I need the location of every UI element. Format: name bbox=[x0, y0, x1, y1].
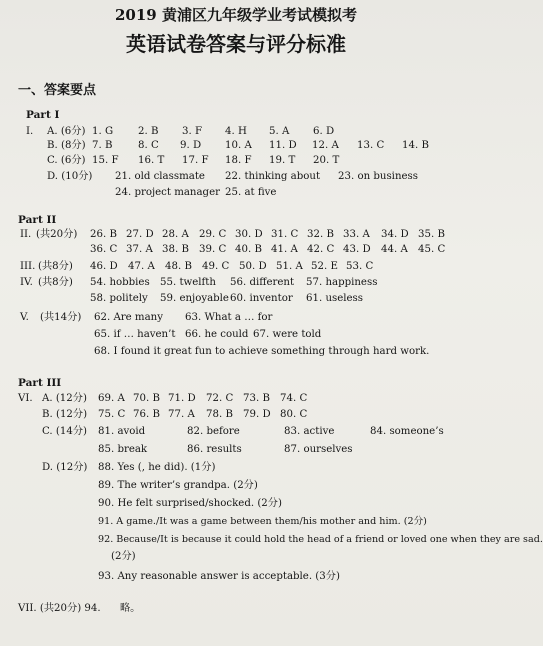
answer: 70. B bbox=[133, 393, 160, 404]
part-vi-d-row-7 bbox=[0, 572, 472, 586]
answer: 52. E bbox=[311, 261, 338, 272]
roman-i: I. bbox=[26, 126, 34, 137]
part-i-c-row bbox=[0, 156, 472, 170]
part-vi-c-label: C. (14分) bbox=[42, 426, 88, 437]
answer: 20. T bbox=[313, 155, 340, 166]
answer: 8. C bbox=[138, 140, 159, 151]
answer: 80. C bbox=[280, 409, 308, 420]
answer: 69. A bbox=[98, 393, 125, 404]
answer: 60. inventor bbox=[230, 293, 293, 304]
part-vi-c-row-2 bbox=[0, 445, 472, 459]
answer: 90. He felt surprised/shocked. (2分) bbox=[98, 498, 282, 509]
answer: 38. B bbox=[162, 244, 189, 255]
part-vii-row bbox=[0, 604, 472, 618]
answer: 22. thinking about bbox=[225, 171, 321, 182]
part-i-d-row bbox=[0, 172, 472, 186]
answer: 18. F bbox=[225, 155, 252, 166]
part-vii-text: 略。 bbox=[120, 603, 141, 614]
part-i-b-label: B. (8分) bbox=[47, 140, 86, 151]
answer: 16. T bbox=[138, 155, 165, 166]
part-vi-b-label: B. (12分) bbox=[42, 409, 88, 420]
part-i-d-row-2 bbox=[0, 188, 472, 202]
roman-vi: VI. bbox=[18, 393, 33, 404]
section-heading: 一、答案要点 bbox=[18, 83, 97, 98]
part-vi-b-row bbox=[0, 410, 472, 424]
answer: 85. break bbox=[98, 444, 148, 455]
answer: 10. A bbox=[225, 140, 252, 151]
part-vi-a-label: A. (12分) bbox=[42, 393, 87, 404]
answer: 84. someone’s bbox=[370, 426, 444, 437]
answer: 63. What a … for bbox=[185, 312, 273, 323]
answer: 27. D bbox=[126, 229, 154, 240]
score: (共8分) bbox=[38, 277, 73, 288]
answer: 53. C bbox=[346, 261, 374, 272]
answer: 32. B bbox=[307, 229, 334, 240]
part-vi-d-row-2 bbox=[0, 481, 472, 495]
answer: 81. avoid bbox=[98, 426, 146, 437]
answer: 5. A bbox=[269, 126, 290, 137]
answer: 92. Because/It is because it could hold the head of a friend or loved one when they are sad. bbox=[98, 534, 543, 545]
document-title: 2019 黄浦区九年级学业考试模拟考 bbox=[115, 6, 357, 24]
answer: 21. old classmate bbox=[115, 171, 205, 182]
answer: 59. enjoyable bbox=[160, 293, 229, 304]
answer: 31. C bbox=[271, 229, 299, 240]
answer: 76. B bbox=[133, 409, 160, 420]
answer: 54. hobbies bbox=[90, 277, 150, 288]
part-vi-d-row-4 bbox=[0, 517, 472, 531]
answer: 77. A bbox=[168, 409, 195, 420]
roman-ii: II. bbox=[20, 229, 32, 240]
answer: 12. A bbox=[312, 140, 339, 151]
answer: 71. D bbox=[168, 393, 196, 404]
answer: 26. B bbox=[90, 229, 117, 240]
answer: 72. C bbox=[206, 393, 234, 404]
part-vi-d-label: D. (12分) bbox=[42, 462, 88, 473]
answer: 44. A bbox=[381, 244, 408, 255]
answer: 37. A bbox=[126, 244, 153, 255]
answer: 34. D bbox=[381, 229, 409, 240]
roman-v: V. bbox=[20, 312, 29, 323]
answer: 25. at five bbox=[225, 187, 277, 198]
answer: 67. were told bbox=[253, 329, 322, 340]
answer: 17. F bbox=[182, 155, 209, 166]
answer: (2分) bbox=[111, 551, 136, 562]
answer: 7. B bbox=[92, 140, 113, 151]
answer: 61. useless bbox=[306, 293, 364, 304]
answer: 42. C bbox=[307, 244, 335, 255]
answer: 46. D bbox=[90, 261, 118, 272]
answer: 1. G bbox=[92, 126, 114, 137]
part-vi-d-row-6 bbox=[0, 552, 472, 566]
answer: 93. Any reasonable answer is acceptable. (3分) bbox=[98, 571, 340, 582]
part-vi-d-row-3 bbox=[0, 499, 472, 513]
answer: 28. A bbox=[162, 229, 189, 240]
answer: 43. D bbox=[343, 244, 371, 255]
answer: 40. B bbox=[235, 244, 262, 255]
answer: 87. ourselves bbox=[284, 444, 353, 455]
part-v-row-3 bbox=[0, 347, 472, 361]
part-iii-label: Part III bbox=[18, 377, 62, 389]
part-i-label: Part I bbox=[26, 109, 60, 121]
answer: 47. A bbox=[128, 261, 155, 272]
score: (共14分) bbox=[40, 312, 82, 323]
part-ii-row-2 bbox=[0, 245, 472, 259]
answer: 11. D bbox=[269, 140, 297, 151]
answer: 73. B bbox=[243, 393, 270, 404]
answer: 39. C bbox=[199, 244, 227, 255]
part-ii-label: Part II bbox=[18, 214, 57, 226]
answer: 45. C bbox=[418, 244, 446, 255]
answer: 56. different bbox=[230, 277, 295, 288]
roman-iv: IV. bbox=[20, 277, 33, 288]
answer: 24. project manager bbox=[115, 187, 220, 198]
answer: 74. C bbox=[280, 393, 308, 404]
answer: 55. twelfth bbox=[160, 277, 216, 288]
part-i-b-row bbox=[0, 141, 472, 155]
answer: 62. Are many bbox=[94, 312, 163, 323]
score: (共20分) bbox=[36, 229, 78, 240]
answer: 57. happiness bbox=[306, 277, 378, 288]
answer: 48. B bbox=[165, 261, 192, 272]
score: (共8分) bbox=[38, 261, 73, 272]
part-iv-row-1 bbox=[0, 278, 472, 292]
answer: 79. D bbox=[243, 409, 271, 420]
answer: 6. D bbox=[313, 126, 335, 137]
answer: 91. A game./It was a game between them/his mother and him. (2分) bbox=[98, 516, 427, 527]
part-i-d-label: D. (10分) bbox=[47, 171, 93, 182]
answer: 88. Yes (, he did). (1分) bbox=[98, 462, 216, 473]
answer: 2. B bbox=[138, 126, 159, 137]
answer: 23. on business bbox=[338, 171, 418, 182]
part-ii-row-1 bbox=[0, 230, 472, 244]
part-vi-d-row-5 bbox=[0, 534, 543, 549]
part-vi-c-row-1 bbox=[0, 427, 472, 441]
part-i-a-label: A. (6分) bbox=[47, 126, 86, 137]
answer: 78. B bbox=[206, 409, 233, 420]
answer: 13. C bbox=[357, 140, 385, 151]
answer: 83. active bbox=[284, 426, 335, 437]
answer: 49. C bbox=[202, 261, 230, 272]
answer: 35. B bbox=[418, 229, 445, 240]
part-vii-label: VII. (共20分) 94. bbox=[18, 603, 101, 614]
answer: 75. C bbox=[98, 409, 126, 420]
answer: 82. before bbox=[187, 426, 240, 437]
part-vi-a-row bbox=[0, 394, 472, 408]
roman-iii: III. bbox=[20, 261, 36, 272]
answer: 68. I found it great fun to achieve something through hard work. bbox=[94, 346, 430, 357]
answer: 66. he could bbox=[185, 329, 249, 340]
answer: 29. C bbox=[199, 229, 227, 240]
answer: 51. A bbox=[276, 261, 303, 272]
answer: 19. T bbox=[269, 155, 296, 166]
answer: 89. The writer’s grandpa. (2分) bbox=[98, 480, 258, 491]
answer: 4. H bbox=[225, 126, 247, 137]
answer: 15. F bbox=[92, 155, 119, 166]
answer: 9. D bbox=[180, 140, 202, 151]
answer: 14. B bbox=[402, 140, 429, 151]
part-i-a-row bbox=[0, 127, 472, 141]
part-iii-row bbox=[0, 262, 472, 276]
part-i-c-label: C. (6分) bbox=[47, 155, 86, 166]
document-subtitle: 英语试卷答案与评分标准 bbox=[126, 32, 346, 56]
part-v-row-1 bbox=[0, 313, 472, 327]
answer: 30. D bbox=[235, 229, 263, 240]
answer: 41. A bbox=[271, 244, 298, 255]
answer: 33. A bbox=[343, 229, 370, 240]
answer: 3. F bbox=[182, 126, 203, 137]
answer: 58. politely bbox=[90, 293, 148, 304]
answer: 50. D bbox=[239, 261, 267, 272]
answer: 86. results bbox=[187, 444, 242, 455]
part-v-row-2 bbox=[0, 330, 472, 344]
answer: 36. C bbox=[90, 244, 118, 255]
answer: 65. if … haven’t bbox=[94, 329, 176, 340]
part-iv-row-2 bbox=[0, 294, 472, 308]
part-vi-d-row-1 bbox=[0, 463, 472, 477]
